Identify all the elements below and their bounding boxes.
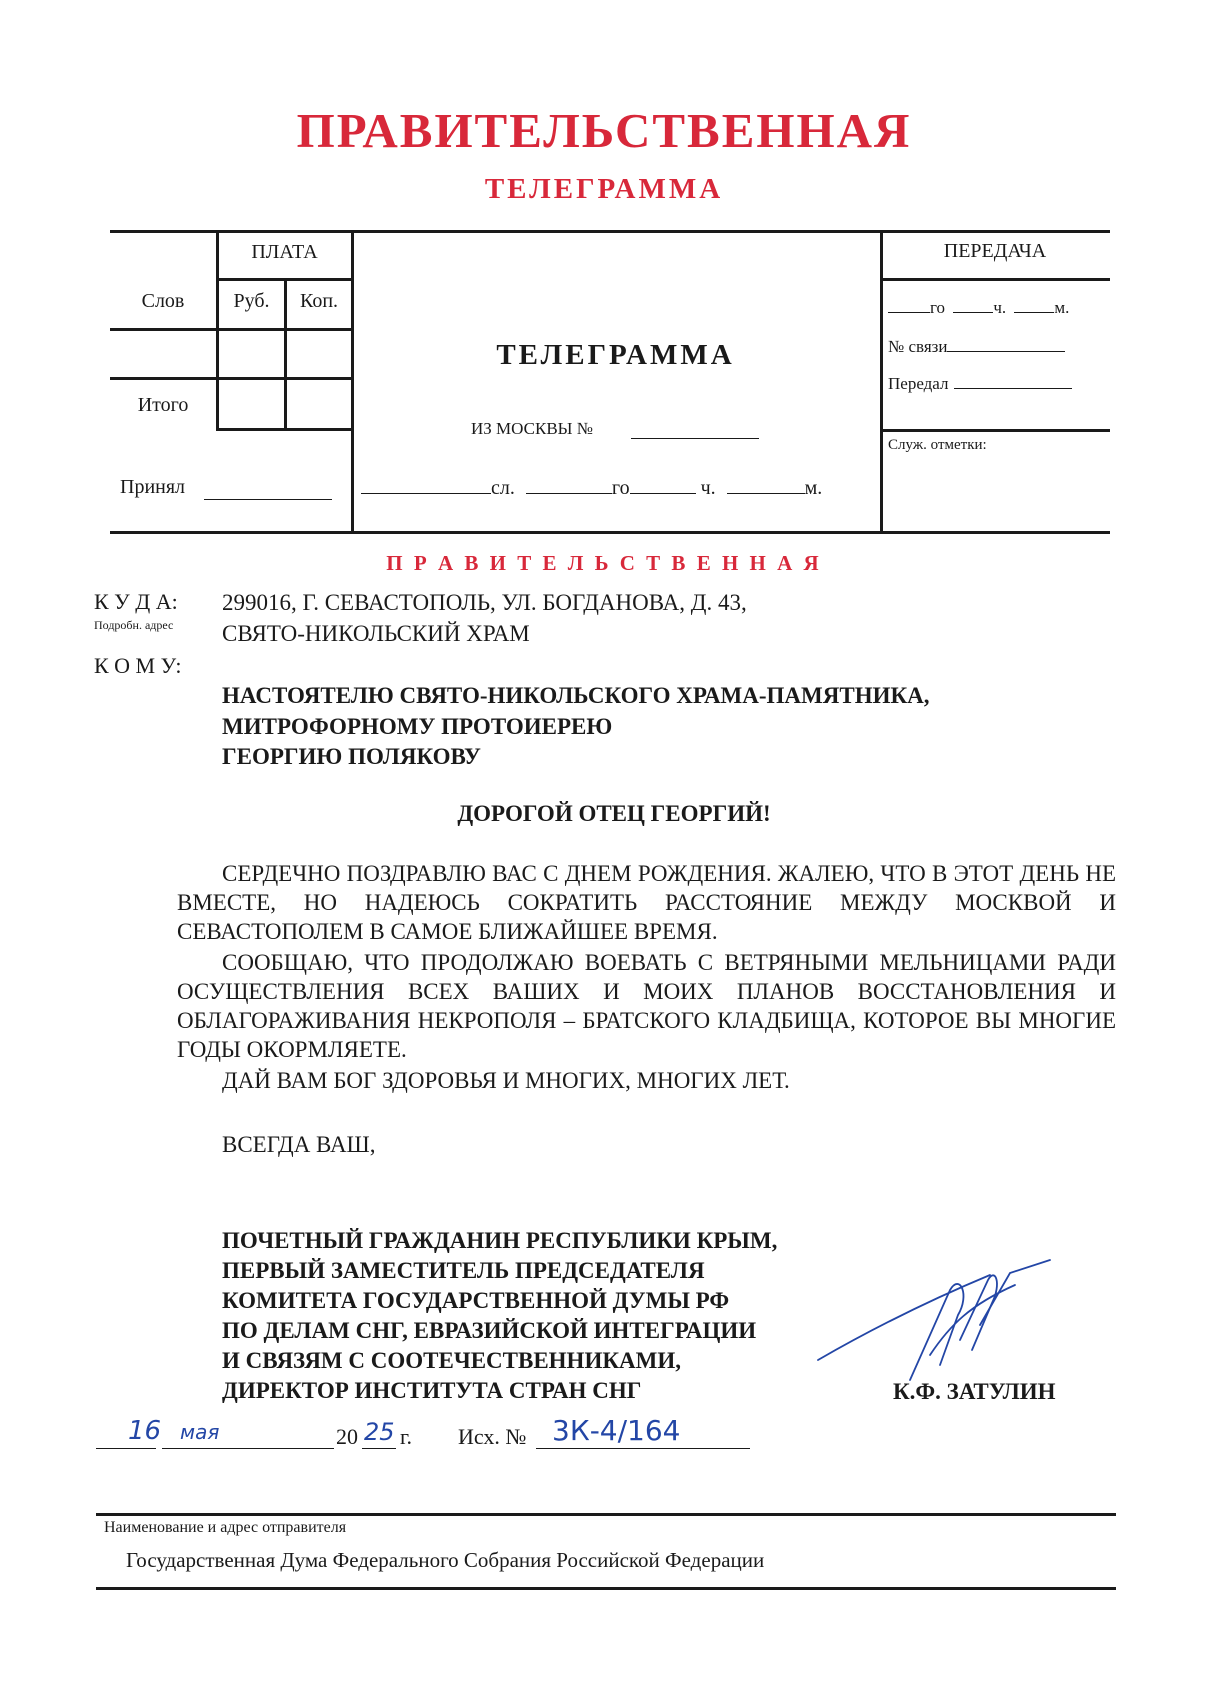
form-divider [216, 428, 353, 431]
form-divider [880, 278, 1110, 281]
form-divider [880, 230, 883, 533]
form-divider [216, 278, 353, 281]
outgoing-number-value: 3К-4/164 [552, 1414, 681, 1447]
date-day-field [96, 1448, 156, 1449]
form-top-border [110, 230, 1110, 233]
sender-bottom-border [96, 1587, 1116, 1590]
handwritten-signature [810, 1255, 1060, 1385]
paragraph-1: СЕРДЕЧНО ПОЗДРАВЛЮ ВАС С ДНЕМ РОЖДЕНИЯ. ЖАЛЕЮ, ЧТО В ЭТОТ ДЕНЬ НЕ ВМЕСТЕ, НО НАДЕЮСЬ СОКРАТИТЬ РАССТОЯНИЕ МЕЖДУ МОСКВОЙ И СЕВАСТОПОЛЕМ В САМОЕ БЛИЖАЙШЕЕ ВРЕМЯ. [177, 861, 1116, 944]
paragraph-2: СООБЩАЮ, ЧТО ПРОДОЛЖАЮ ВОЕВАТЬ С ВЕТРЯНЫМИ МЕЛЬНИЦАМИ РАДИ ОСУЩЕСТВЛЕНИЯ ВСЕХ ВАШИХ И МОИХ ПЛАНОВ ВОССТАНОВЛЕНИЯ И ОБЛАГОРАЖИВАНИЯ НЕКРОПОЛЯ – БРАТСКОГО КЛАДБИЩА, КОТОРОЕ ВЫ МНОГИЕ ГОДЫ ОКОРМЛЯЕТЕ. [177, 950, 1116, 1062]
outgoing-number-field [536, 1448, 750, 1449]
salutation: ДОРОГОЙ ОТЕЦ ГЕОРГИЙ! [457, 801, 771, 826]
plata-label: ПЛАТА [251, 241, 318, 263]
from-moscow-label: ИЗ МОСКВЫ № [471, 419, 593, 438]
center-telegram-title: ТЕЛЕГРАММА [496, 339, 735, 371]
year-g: г. [400, 1424, 413, 1449]
recipient-line-3: ГЕОРГИЮ ПОЛЯКОВУ [222, 744, 481, 769]
svyazi-row: № связи [888, 337, 1065, 357]
komu-label: К О М У: [94, 653, 182, 678]
received-time-row: сл. го ч. м. [361, 477, 871, 500]
year-field [362, 1448, 396, 1449]
signatory-titles: ПОЧЕТНЫЙ ГРАЖДАНИН РЕСПУБЛИКИ КРЫМ, ПЕРВЫЙ ЗАМЕСТИТЕЛЬ ПРЕДСЕДАТЕЛЯ КОМИТЕТА ГОСУДАРСТВЕННОЙ ДУМЫ РФ ПО ДЕЛАМ СНГ, ЕВРАЗИЙСКОЙ ИНТЕГРАЦИИ И СВЯЗЯМ С СООТЕЧЕСТВЕННИКАМИ, ДИРЕКТОР ИНСТИТУТА СТРАН СНГ [222, 1228, 778, 1403]
form-divider [880, 429, 1110, 432]
date-month-field [162, 1448, 334, 1449]
signatory-name: К.Ф. ЗАТУЛИН [893, 1379, 1056, 1404]
peredacha-label: ПЕРЕДАЧА [943, 240, 1047, 262]
slov-label: Слов [141, 290, 185, 312]
address-line-1: 299016, Г. СЕВАСТОПОЛЬ, УЛ. БОГДАНОВА, Д. 43, [222, 590, 747, 615]
prinyal-field [204, 499, 332, 500]
date-number-row [96, 1414, 816, 1460]
document-subtitle: ТЕЛЕГРАММА [484, 173, 724, 205]
year-suffix: 25 [364, 1418, 395, 1446]
sender-name: Государственная Дума Федерального Собрания Российской Федерации [126, 1548, 765, 1572]
form-bottom-border [110, 531, 1110, 534]
kop-label: Коп. [299, 290, 339, 312]
recipient-line-2: МИТРОФОРНОМУ ПРОТОИЕРЕЮ [222, 714, 613, 739]
spaced-heading: П Р А В И Т Е Л Ь С Т В Е Н Н А Я [386, 551, 822, 575]
form-divider [110, 377, 353, 380]
itogo-label: Итого [137, 394, 189, 416]
rub-label: Руб. [233, 290, 270, 312]
form-divider [351, 230, 354, 533]
document-title: ПРАВИТЕЛЬСТВЕННАЯ [296, 103, 912, 158]
sender-label: Наименование и адрес отправителя [104, 1519, 347, 1536]
recipient-line-1: НАСТОЯТЕЛЮ СВЯТО-НИКОЛЬСКОГО ХРАМА-ПАМЯТНИКА, [222, 683, 930, 708]
date-day: 16 [128, 1416, 162, 1446]
address-line-2: СВЯТО-НИКОЛЬСКИЙ ХРАМ [222, 621, 530, 646]
form-divider [110, 328, 353, 331]
sluzh-label: Служ. отметки: [888, 437, 987, 453]
from-number-field [631, 438, 759, 439]
kuda-label: К У Д А: [94, 589, 178, 614]
closing: ВСЕГДА ВАШ, [222, 1132, 376, 1157]
date-month: мая [180, 1420, 220, 1444]
paragraph-3: ДАЙ ВАМ БОГ ЗДОРОВЬЯ И МНОГИХ, МНОГИХ ЛЕТ. [222, 1068, 790, 1093]
sender-top-border [96, 1513, 1116, 1516]
prinyal-label: Принял [120, 476, 186, 498]
outgoing-number-label: Исх. № [458, 1424, 527, 1449]
transmit-time-row: го ч. м. [888, 298, 1069, 318]
year-prefix: 20 [336, 1424, 358, 1449]
peredal-row: Передал [888, 374, 1072, 394]
kuda-sublabel: Подробн. адрес [94, 618, 174, 632]
